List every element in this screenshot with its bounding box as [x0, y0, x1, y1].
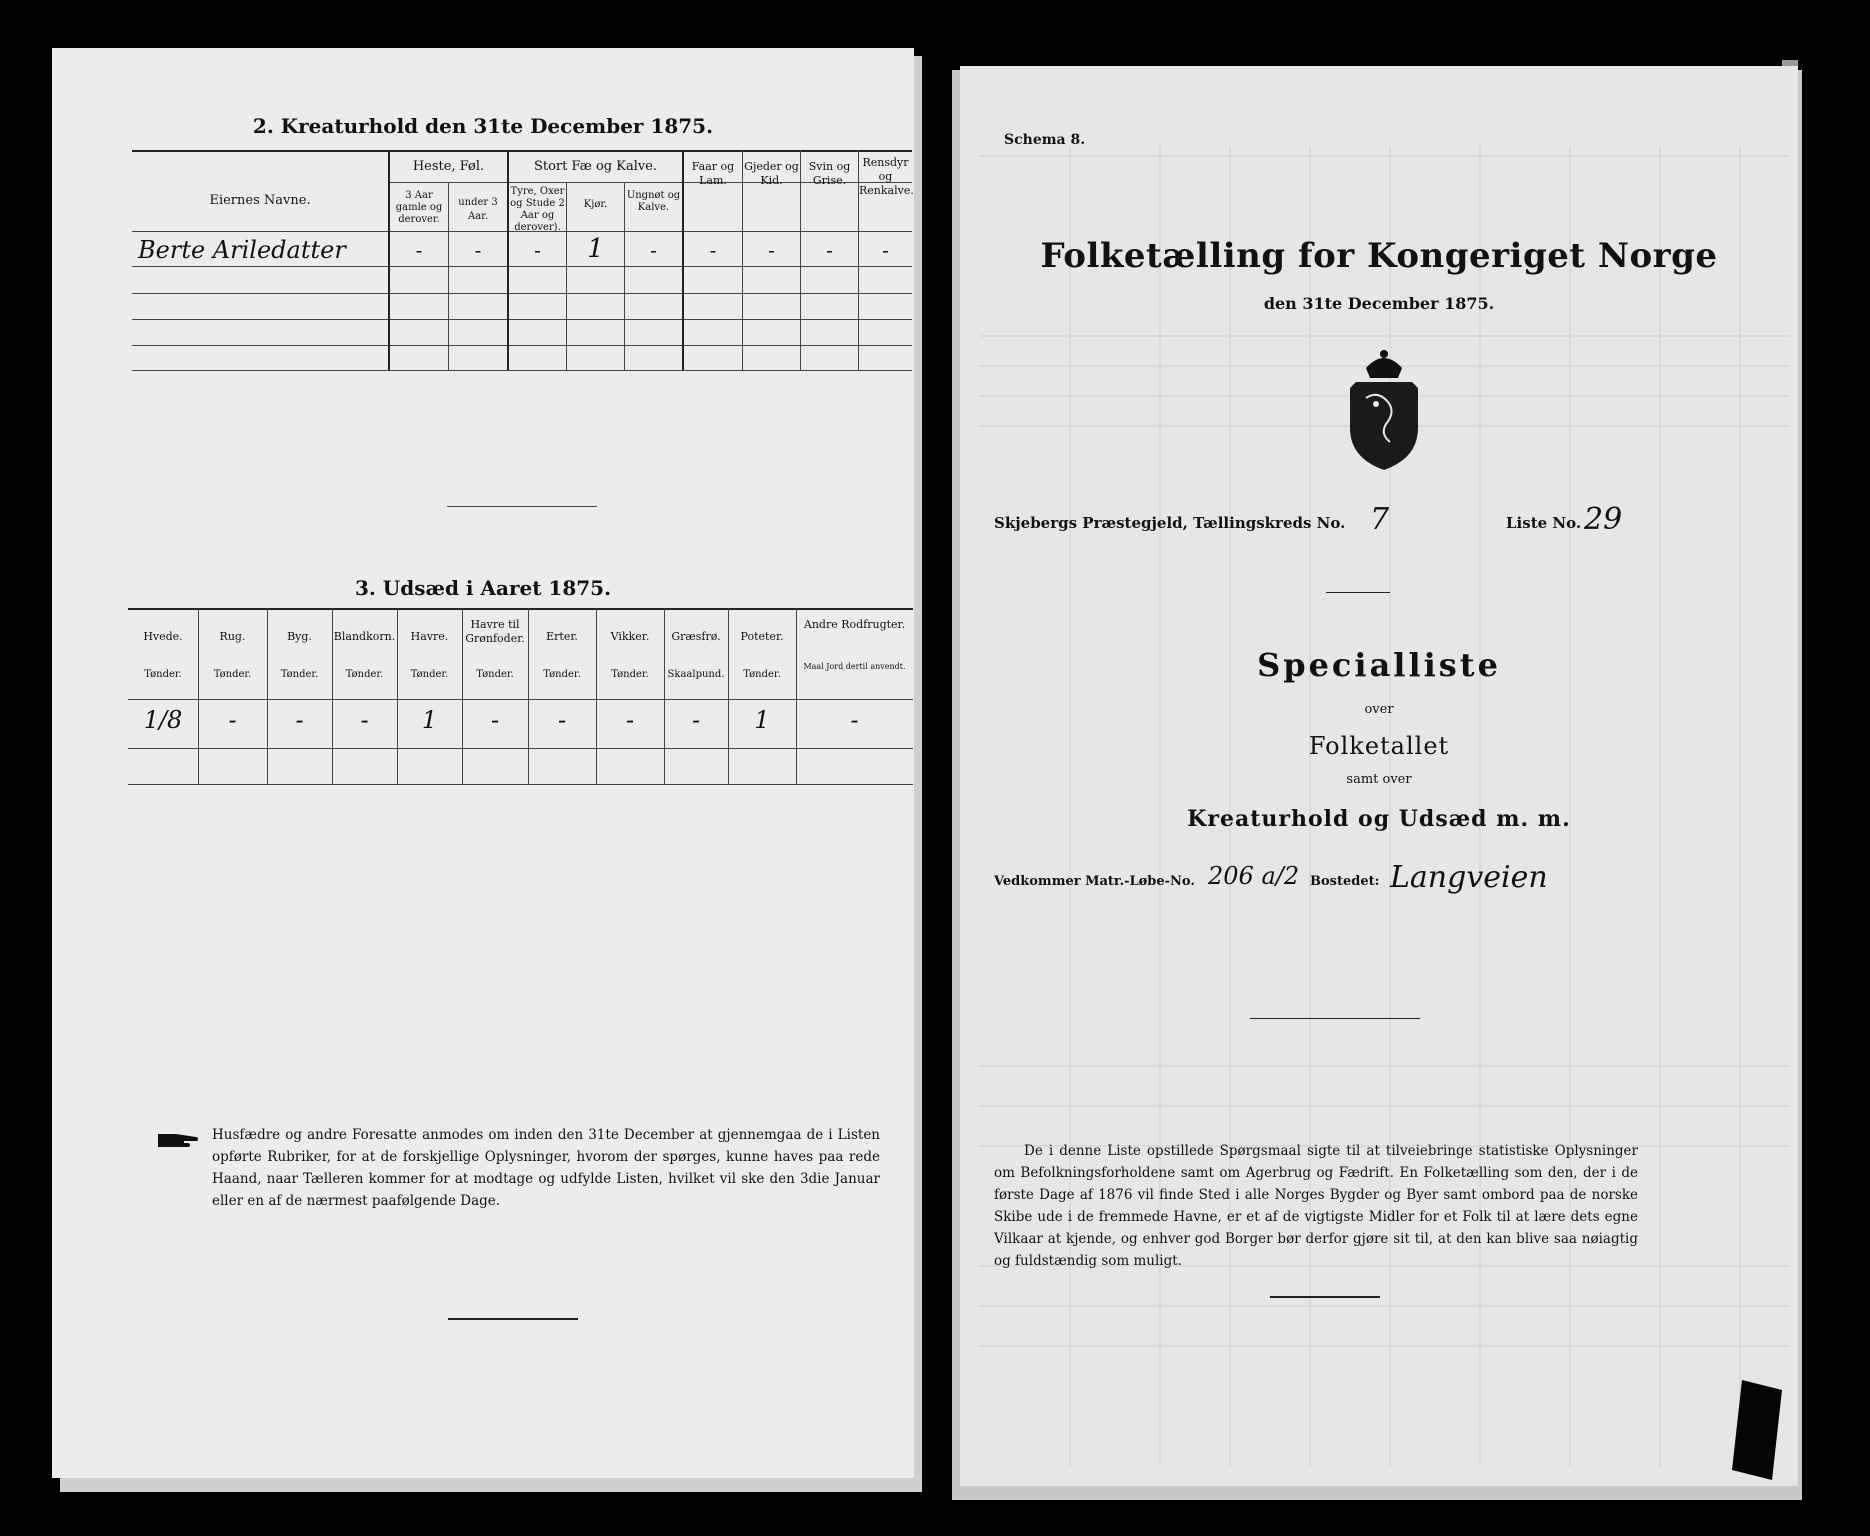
list-number: 29 — [1584, 502, 1623, 537]
sowing-col-name: Vikker. — [610, 630, 650, 643]
livestock-cell: - — [534, 238, 541, 262]
sowing-col-unit: Tønder. — [144, 669, 182, 680]
row-rule-3 — [132, 319, 912, 320]
sowing-col-name: Rug. — [219, 630, 246, 643]
specialliste-heading: Specialliste — [1257, 646, 1501, 684]
stort-header: Stort Fæ og Kalve. — [533, 159, 658, 174]
sowing-value: 1/8 — [143, 706, 183, 734]
sowing-col-name: Byg. — [287, 630, 312, 643]
col-header: Gjeder og Kid. — [744, 160, 799, 187]
sowing-col-unit: Tønder. — [611, 669, 649, 680]
schema-label: Schema 8. — [1004, 132, 1086, 148]
binding-tab — [1722, 1380, 1792, 1480]
sowing-col-divider — [397, 608, 398, 784]
left-page — [52, 48, 914, 1478]
list-label: Liste No. — [1506, 514, 1582, 532]
section-separator — [447, 506, 597, 507]
sowing-rule — [128, 784, 913, 785]
coat-of-arms-icon — [1336, 348, 1432, 472]
sowing-col-divider — [332, 608, 333, 784]
district-label: Skjebergs Præstegjeld, Tællingskreds No. — [994, 514, 1346, 532]
sowing-col-divider — [267, 608, 268, 784]
livestock-cell: - — [709, 238, 717, 262]
col-header: Ungnøt og Kalve. — [626, 190, 681, 213]
sowing-value: 1 — [421, 706, 438, 734]
sowing-col-unit: Skaalpund. — [667, 669, 725, 680]
sowing-value: - — [850, 706, 859, 734]
row-rule-4 — [132, 345, 912, 346]
sowing-value: - — [557, 706, 567, 734]
sowing-col-divider — [462, 608, 463, 784]
livestock-cell: - — [768, 238, 775, 262]
livestock-cell: - — [415, 238, 423, 262]
sowing-value: - — [691, 706, 701, 734]
district-number: 7 — [1370, 502, 1390, 537]
sowing-col-divider — [664, 608, 665, 784]
col-header: under 3 Aar. — [458, 197, 498, 222]
row-rule-2 — [132, 293, 912, 294]
sowing-value: - — [360, 706, 369, 734]
sowing-col-unit: Tønder. — [543, 669, 581, 680]
sowing-col-name: Græsfrø. — [671, 630, 721, 643]
sowing-value: - — [490, 706, 500, 734]
sowing-col-unit: Tønder. — [476, 669, 514, 680]
pointing-hand-icon — [156, 1130, 200, 1150]
matr-number: 206 a/2 — [1208, 862, 1300, 890]
col-header: Svin og Grise. — [808, 160, 851, 187]
col-header: Tyre, Oxer og Stude 2 Aar og derover). — [510, 186, 565, 233]
census-title: Folketælling for Kongeriget Norge — [1040, 236, 1718, 276]
owner-name: Berte Ariledatter — [138, 236, 346, 264]
col-header: 3 Aar gamle og derover. — [395, 190, 443, 225]
livestock-cell: - — [650, 238, 657, 262]
sowing-value: 1 — [754, 706, 770, 734]
col-header: Rensdyr og Renkalve. — [859, 156, 914, 197]
over-text: over — [1364, 702, 1394, 717]
livestock-cell: - — [474, 238, 482, 262]
sowing-col-name: Havre til Grønfoder. — [465, 618, 525, 645]
folketallet-text: Folketallet — [1308, 732, 1450, 760]
sowing-col-divider — [198, 608, 199, 784]
kreatur-text: Kreaturhold og Udsæd m. m. — [1187, 806, 1571, 832]
rule — [1270, 1296, 1380, 1298]
livestock-cell: - — [826, 238, 833, 262]
sowing-col-name: Poteter. — [740, 630, 784, 643]
sowing-col-name: Havre. — [410, 630, 449, 643]
matr-label: Vedkommer Matr.-Løbe-No. — [994, 874, 1195, 889]
col-header: Faar og Lam. — [691, 160, 735, 187]
bosted-label: Bostedet: — [1310, 874, 1380, 889]
sowing-col-divider — [528, 608, 529, 784]
sowing-col-unit: Tønder. — [280, 669, 319, 680]
census-date: den 31te December 1875. — [1263, 294, 1495, 313]
row-rule-5 — [132, 370, 912, 371]
purpose-paragraph: De i denne Liste opstillede Spørgsmaal sigte til at tilveiebringe statistiske Oplysninger om Befolkningsforholdene samt om Agerbrug og Fædrift. En Folketælling som den, der i de første Dage af 1876 vil finde Sted i alle Norges Bygder og Byer samt ombord paa de norske Skibe ude i de fremmede Havne, er et af de vigtigste Midler for et Folk til at lære dets egne Vilkaar at kjende, og enhver god Borger bør derfor gjøre sit til, at den kan blive saa nøiagtig og fuldstændig som muligt. — [994, 1143, 1638, 1269]
sowing-col-name: Blandkorn. — [333, 630, 396, 643]
sowing-value: - — [625, 706, 635, 734]
samt-over-text: samt over — [1346, 772, 1412, 787]
sowing-col-unit: Tønder. — [743, 669, 781, 680]
name-header: Eiernes Navne. — [209, 193, 311, 208]
sowing-col-divider — [596, 608, 597, 784]
sowing-col-name: Erter. — [546, 630, 578, 643]
bosted-value: Langveien — [1390, 860, 1548, 895]
sowing-title: 3. Udsæd i Aaret 1875. — [354, 576, 612, 600]
rule — [1326, 592, 1390, 593]
sowing-col-divider — [728, 608, 729, 784]
livestock-cell: 1 — [587, 234, 604, 264]
sowing-value: - — [295, 706, 304, 734]
sowing-col-unit: Maal Jord dertil anvendt. — [803, 662, 906, 671]
sowing-col-divider — [796, 608, 797, 784]
notice-text: Husfædre og andre Foresatte anmodes om inden den 31te December at gjennemgaa de i Listen opførte Rubriker, for at de forskjellige Oplysninger, hvorom der spørges, kunne haves paa rede Haand, naar Tælleren kommer for at modtage og udfylde Listen, hvilket vil ske den 3die Januar eller en af de nærmest paafølgende Dage. — [212, 1127, 880, 1209]
sowing-col-unit: Tønder. — [345, 669, 384, 680]
sowing-col-unit: Tønder. — [410, 669, 449, 680]
sowing-col-name: Hvede. — [143, 630, 183, 643]
livestock-cell: - — [882, 238, 889, 262]
row-rule-1 — [132, 266, 912, 267]
sowing-col-name: Andre Rodfrugter. — [803, 618, 906, 631]
sowing-col-unit: Tønder. — [213, 669, 252, 680]
sowing-value: - — [228, 706, 237, 734]
livestock-top-rule — [132, 150, 912, 152]
rule — [1250, 1018, 1420, 1019]
col-header: Kjør. — [583, 199, 608, 210]
heste-header: Heste, Føl. — [412, 159, 485, 174]
right-page — [960, 66, 1798, 1486]
livestock-title: 2. Kreaturhold den 31te December 1875. — [252, 114, 714, 138]
footer-rule — [448, 1318, 578, 1320]
